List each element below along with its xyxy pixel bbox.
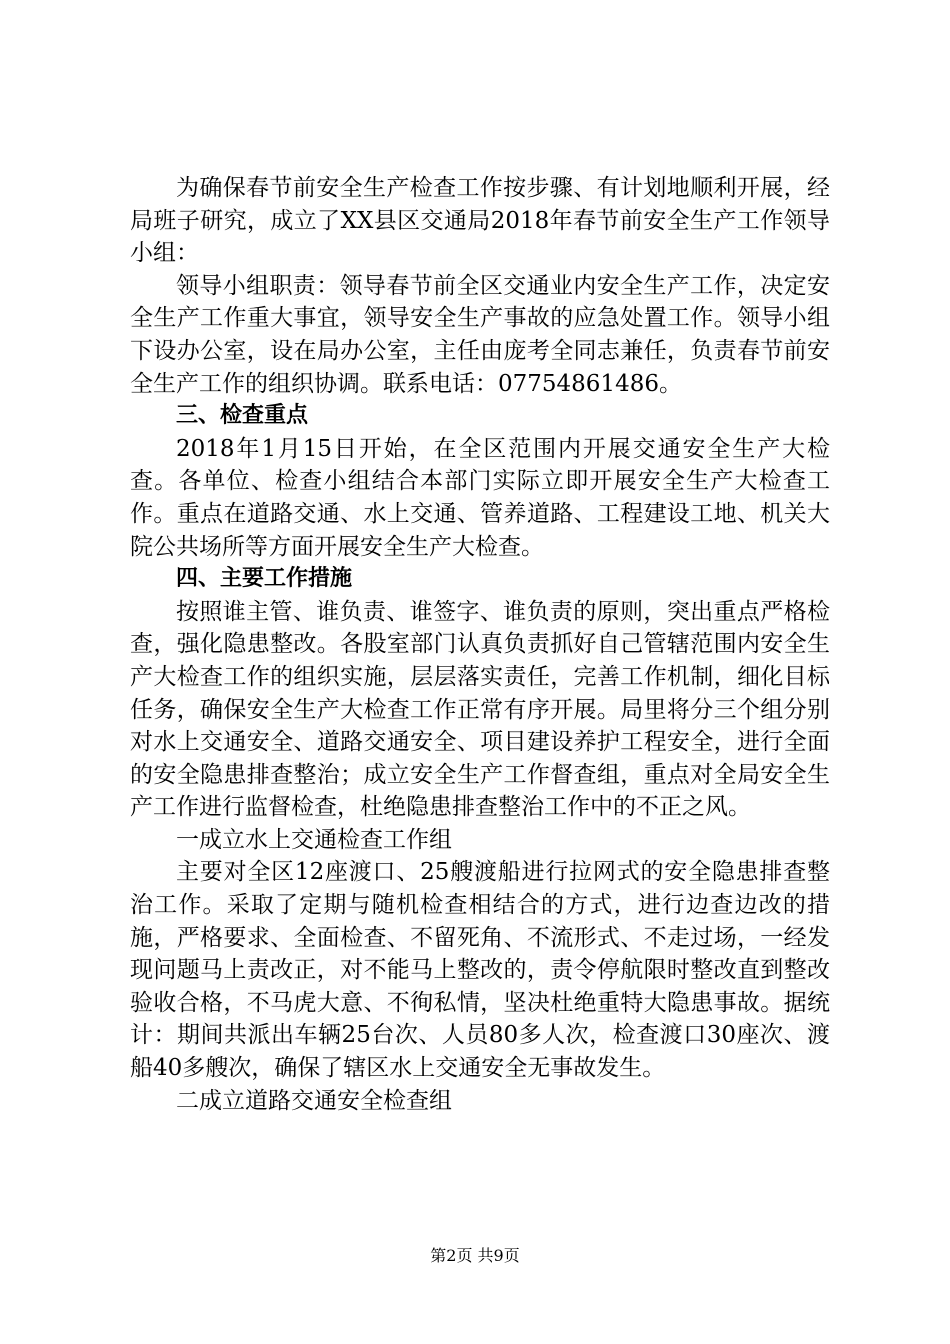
section-heading-main-measures: 四、主要工作措施 [176,566,353,592]
subheading-water-traffic-group: 一成立水上交通检查工作组 [176,826,452,853]
paragraph-intro: 为确保春节前安全生产检查工作按步骤、有计划地顺利开展，经局班子研究，成立了XX县区交通局2018年春节前安全生产工作领导小组： [130,175,830,267]
page-footer: 第2页 共9页 [430,1246,520,1265]
section-heading-inspection-focus: 三、检查重点 [176,403,309,429]
paragraph-main-measures: 按照谁主管、谁负责、谁签字、谁负责的原则，突出重点严格检查，强化隐患整改。各股室部门认真负责抓好自己管辖范围内安全生产大检查工作的组织实施，层层落实责任，完善工作机制，细化目标任务，确保安全生产大检查工作正常有序开展。局里将分三个组分别对水上交通安全、道路交通安全、项目建设养护工程安全，进行全面的安全隐患排查整治；成立安全生产工作督查组，重点对全局安全生产工作进行监督检查，杜绝隐患排查整治工作中的不正之风。 [130,598,830,821]
paragraph-water-traffic: 主要对全区12座渡口、25艘渡船进行拉网式的安全隐患排查整治工作。采取了定期与随机检查相结合的方式，进行边查边改的措施，严格要求、全面检查、不留死角、不流形式、不走过场，一经发现问题马上责改正，对不能马上整改的，责令停航限时整改直到整改验收合格，不马虎大意、不徇私情，坚决杜绝重特大隐患事故。据统计：期间共派出车辆25台次、人员80多人次，检查渡口30座次、渡船40多艘次，确保了辖区水上交通安全无事故发生。 [130,859,830,1082]
paragraph-inspection-focus: 2018年1月15日开始，在全区范围内开展交通安全生产大检查。各单位、检查小组结合本部门实际立即开展安全生产大检查工作。重点在道路交通、水上交通、管养道路、工程建设工地、机关大院公共场所等方面开展安全生产大检查。 [130,435,830,560]
subheading-road-traffic-group: 二成立道路交通安全检查组 [176,1087,452,1114]
paragraph-leadership-duties: 领导小组职责：领导春节前全区交通业内安全生产工作，决定安全生产工作重大事宜，领导安全生产事故的应急处置工作。领导小组下设办公室，设在局办公室，主任由庞考全同志兼任，负责春节前安全生产工作的组织协调。联系电话：07754861486。 [130,272,830,397]
document-body [130,172,830,1117]
